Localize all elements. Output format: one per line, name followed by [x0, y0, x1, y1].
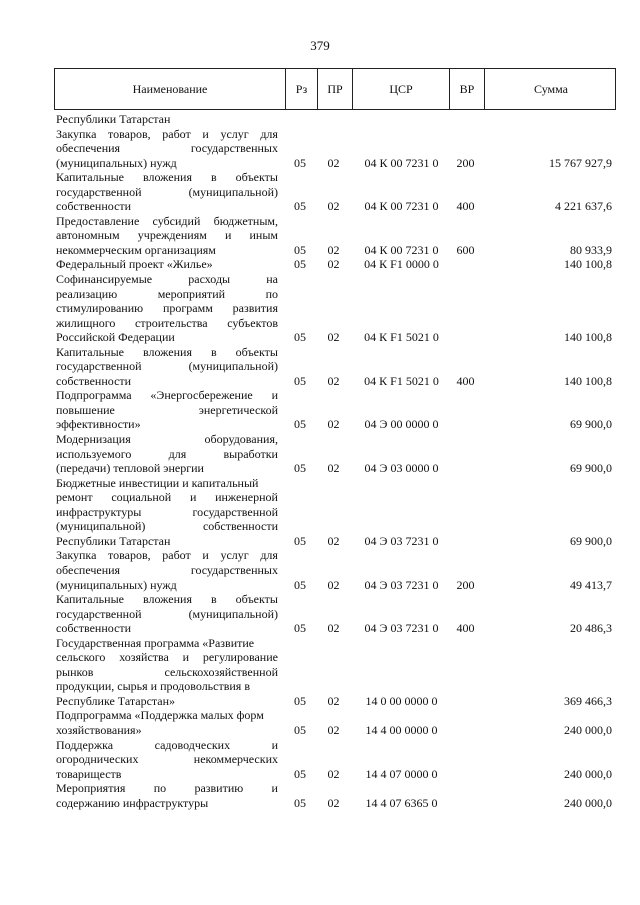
row-sum: 140 100,8	[564, 373, 612, 388]
row-name-word: огороднических	[56, 752, 139, 767]
row-name-word: Капитальные	[56, 344, 124, 359]
row-name-word: Капитальные	[56, 170, 124, 185]
row-rz: 05	[294, 155, 306, 170]
row-sum: 69 900,0	[570, 417, 612, 432]
row-name-word: социальной	[111, 490, 172, 505]
row-name-word: собственности	[202, 519, 278, 534]
row-name-line	[56, 636, 278, 651]
row-name-word: вложения	[142, 170, 192, 185]
row-name-word: (муниципальной)	[56, 519, 146, 534]
row-pr: 02	[327, 722, 340, 737]
row-csr: 04 Э 03 7231 0	[364, 577, 439, 592]
row-rz: 05	[294, 766, 306, 781]
row-name-line	[56, 199, 278, 214]
row-name-line	[56, 228, 278, 243]
row-name-word: программ	[162, 301, 213, 316]
row-name-line	[56, 694, 278, 709]
row-rz: 05	[294, 795, 306, 810]
row-pr: 02	[327, 621, 340, 636]
row-name-word: Поддержка	[56, 737, 114, 752]
header-name: Наименование	[132, 81, 208, 96]
table-row	[54, 548, 616, 592]
row-name-word: инфраструктуры	[56, 504, 142, 519]
row-name-word: для	[168, 446, 187, 461]
row-rz: 05	[294, 257, 306, 272]
row-name-word: собственности	[56, 199, 132, 214]
row-name-word: реализацию	[56, 286, 118, 301]
row-name-word: обеспечения	[56, 141, 121, 156]
row-name-word: Мероприятия	[56, 781, 126, 796]
row-name-line	[56, 534, 278, 549]
row-name-word: (муниципальных) нужд	[56, 155, 177, 170]
row-name-word: государственной	[56, 359, 142, 374]
row-name-line	[56, 738, 278, 753]
row-name-word: для	[260, 548, 278, 563]
row-name-word: государственных	[190, 141, 278, 156]
row-csr: 04 Э 00 0000 0	[364, 417, 439, 432]
row-rz: 05	[294, 577, 306, 592]
row-sum: 49 413,7	[570, 577, 612, 592]
row-name-line	[56, 287, 278, 302]
row-vr: 200	[456, 155, 475, 170]
row-name-word: работ	[162, 126, 191, 141]
row-rz: 05	[294, 330, 306, 345]
row-name-word: учреждениям	[137, 228, 207, 243]
row-name-word: Закупка	[56, 548, 97, 563]
page-number: 379	[310, 38, 330, 53]
row-csr: 04 Э 03 7231 0	[364, 533, 439, 548]
row-name-word: собственности	[56, 621, 132, 636]
row-name-word: хозяйствования»	[56, 722, 142, 737]
row-csr: 04 К 00 7231 0	[364, 242, 439, 257]
row-rz: 05	[294, 373, 306, 388]
row-name-line	[56, 156, 278, 171]
row-name-word: товаров,	[108, 126, 151, 141]
row-name-line	[56, 257, 278, 272]
row-sum: 20 486,3	[570, 621, 612, 636]
row-sum: 240 000,0	[564, 795, 612, 810]
row-name-line	[56, 141, 278, 156]
row-rz: 05	[294, 621, 306, 636]
row-pr: 02	[327, 373, 340, 388]
row-name-word: по	[153, 781, 167, 796]
row-name-word: Софинансируемые	[56, 272, 153, 287]
row-name	[54, 432, 284, 476]
row-name-line	[56, 650, 278, 665]
row-name-word: на	[266, 272, 278, 287]
row-name-line	[56, 374, 278, 389]
row-name-word: вложения	[142, 592, 192, 607]
table-row	[54, 432, 616, 476]
row-pr: 02	[327, 417, 340, 432]
row-sum: 140 100,8	[564, 257, 612, 272]
row-csr: 04 К F1 0000 0	[364, 257, 439, 272]
row-csr: 04 К F1 5021 0	[364, 330, 439, 345]
row-name-line	[56, 621, 278, 636]
row-name-line	[56, 243, 278, 258]
row-sum: 369 466,3	[564, 693, 612, 708]
row-name-word: выработки	[223, 446, 278, 461]
table-row	[54, 345, 616, 389]
row-name-line	[56, 607, 278, 622]
row-name-line	[56, 461, 278, 476]
row-name-line	[56, 796, 278, 811]
row-name	[54, 257, 284, 272]
row-vr: 200	[456, 577, 475, 592]
row-name-line	[56, 476, 278, 491]
row-name-word: Государственная программа «Развитие	[56, 635, 255, 650]
row-name-line	[56, 272, 278, 287]
row-sum: 69 900,0	[570, 533, 612, 548]
row-name-line	[56, 548, 278, 563]
table-row	[54, 257, 616, 272]
row-csr: 04 К F1 5021 0	[364, 373, 439, 388]
table-row	[54, 112, 616, 127]
row-name	[54, 592, 284, 636]
row-name	[54, 738, 284, 782]
row-name-word: услуг	[220, 126, 249, 141]
row-name-word: бюджетным,	[213, 213, 278, 228]
row-name-word: инженерной	[215, 490, 278, 505]
row-name-word: содержанию	[56, 795, 120, 810]
row-csr: 04 К 00 7231 0	[364, 199, 439, 214]
row-name-word: строительства	[135, 315, 208, 330]
row-rz: 05	[294, 461, 306, 476]
row-name-line	[56, 490, 278, 505]
row-name	[54, 112, 284, 127]
row-name-word: Республики Татарстан	[56, 112, 171, 126]
row-name-word: Капитальные	[56, 592, 124, 607]
row-name-word: (муниципальной)	[188, 184, 278, 199]
row-vr: 400	[456, 373, 475, 388]
row-name-word: и	[202, 126, 209, 141]
row-name-word: и	[189, 490, 197, 505]
row-name	[54, 345, 284, 389]
row-name-word: некоммерческим организациям	[56, 242, 216, 257]
row-sum: 4 221 637,6	[555, 199, 612, 214]
row-csr: 14 4 07 0000 0	[365, 766, 438, 781]
row-name-word: субсидий	[152, 213, 201, 228]
row-name-line	[56, 330, 278, 345]
table-row	[54, 738, 616, 782]
row-name-word: энергетической	[198, 402, 278, 417]
row-pr: 02	[327, 577, 340, 592]
row-vr: 400	[456, 621, 475, 636]
row-pr: 02	[327, 330, 340, 345]
row-name	[54, 548, 284, 592]
row-name-line	[56, 127, 278, 142]
row-name-line	[56, 723, 278, 738]
row-name-word: работ	[162, 548, 191, 563]
row-pr: 02	[327, 155, 340, 170]
row-name-word: обеспечения	[56, 562, 121, 577]
row-name-word: сельского	[56, 650, 106, 665]
row-name-line	[56, 592, 278, 607]
table-header	[54, 68, 616, 110]
row-name-word: государственной	[192, 504, 278, 519]
row-name-word: регулирование	[202, 650, 278, 665]
row-name-word: «Энергосбережение	[150, 388, 253, 403]
row-name	[54, 214, 284, 258]
header-vr: ВР	[449, 69, 484, 109]
row-name-word: инфраструктуры	[122, 795, 209, 810]
row-name	[54, 636, 284, 709]
row-name-line	[56, 185, 278, 200]
row-name-line	[56, 388, 278, 403]
row-name-word: Подпрограмма	[56, 388, 132, 403]
row-sum: 69 900,0	[570, 461, 612, 476]
row-rz: 05	[294, 417, 306, 432]
row-name-word: жилищного	[56, 315, 116, 330]
row-name-word: в	[210, 170, 217, 185]
table-row	[54, 708, 616, 737]
row-name-word: Модернизация	[56, 432, 131, 447]
row-name-word: Бюджетные инвестиции и капитальный	[56, 475, 259, 490]
row-name-word: по	[265, 286, 278, 301]
row-name-line	[56, 214, 278, 229]
row-name-line	[56, 665, 278, 680]
table-body	[54, 110, 616, 810]
row-name	[54, 781, 284, 810]
table-row	[54, 272, 616, 345]
row-name-word: (муниципальной)	[188, 606, 278, 621]
table-row	[54, 127, 616, 171]
row-name-word: рынков	[56, 664, 94, 679]
table-row	[54, 170, 616, 214]
row-name-line	[56, 112, 278, 127]
header-pr: ПР	[317, 69, 352, 109]
row-name-word: оборудования,	[204, 432, 278, 447]
row-name-word: автономным	[56, 228, 120, 243]
row-name-word: Российской Федерации	[56, 330, 175, 345]
row-name-line	[56, 679, 278, 694]
row-name-word: повышение	[56, 402, 115, 417]
row-pr: 02	[327, 242, 340, 257]
row-name-word: объекты	[235, 170, 278, 185]
row-name-word: иным	[249, 228, 278, 243]
row-name-word: Закупка	[56, 126, 97, 141]
row-rz: 05	[294, 722, 306, 737]
row-rz: 05	[294, 242, 306, 257]
row-name-word: (муниципальной)	[188, 359, 278, 374]
row-name	[54, 708, 284, 737]
row-name-line	[56, 403, 278, 418]
row-name-word: и	[271, 781, 278, 796]
row-name-word: (муниципальных) нужд	[56, 577, 177, 592]
row-name-line	[56, 781, 278, 796]
row-name	[54, 476, 284, 549]
row-name-word: услуг	[220, 548, 249, 563]
row-name-word: Республике Татарстан»	[56, 693, 176, 708]
row-name-word: и	[202, 548, 209, 563]
row-rz: 05	[294, 199, 306, 214]
table-row	[54, 592, 616, 636]
row-name-word: государственной	[56, 606, 142, 621]
row-pr: 02	[327, 766, 340, 781]
table-row	[54, 476, 616, 549]
row-name-word: расходы	[188, 272, 231, 287]
row-name-word: субъектов	[227, 315, 278, 330]
row-csr: 14 0 00 0000 0	[365, 693, 438, 708]
row-sum: 240 000,0	[564, 722, 612, 737]
row-name-word: товаров,	[108, 548, 151, 563]
row-name-line	[56, 767, 278, 782]
row-name-word: мероприятий	[157, 286, 226, 301]
row-name-line	[56, 417, 278, 432]
row-pr: 02	[327, 795, 340, 810]
row-name-line	[56, 578, 278, 593]
table-row	[54, 214, 616, 258]
row-pr: 02	[327, 461, 340, 476]
row-name-word: используемого	[56, 446, 132, 461]
row-name-word: ремонт	[56, 490, 93, 505]
row-name	[54, 388, 284, 432]
budget-table	[54, 68, 616, 810]
row-name-line	[56, 170, 278, 185]
row-name-line	[56, 519, 278, 534]
row-csr: 04 Э 03 7231 0	[364, 621, 439, 636]
row-name-word: развитию	[194, 781, 244, 796]
row-rz: 05	[294, 693, 306, 708]
row-name-word: объекты	[235, 592, 278, 607]
row-name-word: вложения	[142, 344, 192, 359]
row-name-word: и	[271, 388, 278, 403]
row-name-word: хозяйства	[119, 650, 169, 665]
row-name-word: Предоставление	[56, 213, 140, 228]
row-sum: 240 000,0	[564, 766, 612, 781]
row-name-word: (передачи) тепловой энергии	[56, 461, 204, 476]
row-name-word: Подпрограмма «Поддержка малых форм	[56, 708, 264, 723]
row-name	[54, 272, 284, 345]
row-name-word: Федеральный проект «Жилье»	[56, 257, 213, 272]
header-rz: Рз	[285, 69, 317, 109]
row-csr: 04 Э 03 0000 0	[364, 461, 439, 476]
row-name-line	[56, 359, 278, 374]
row-name-line	[56, 708, 278, 723]
row-vr: 600	[456, 242, 475, 257]
row-name	[54, 127, 284, 171]
row-pr: 02	[327, 693, 340, 708]
row-name-word: собственности	[56, 373, 132, 388]
row-name-word: Республики Татарстан	[56, 533, 171, 548]
row-name-line	[56, 432, 278, 447]
row-name-word: эффективности»	[56, 417, 141, 432]
row-name-word: и	[224, 228, 232, 243]
row-name-word: продукции, сырья и продовольствия в	[56, 679, 250, 694]
row-name-line	[56, 505, 278, 520]
row-sum: 140 100,8	[564, 330, 612, 345]
header-sum: Сумма	[484, 69, 617, 109]
row-pr: 02	[327, 199, 340, 214]
row-name-line	[56, 752, 278, 767]
row-sum: 80 933,9	[570, 242, 612, 257]
row-csr: 14 4 00 0000 0	[365, 722, 438, 737]
row-name-word: товариществ	[56, 766, 122, 781]
row-name-line	[56, 301, 278, 316]
table-row	[54, 388, 616, 432]
row-name-word: сельскохозяйственной	[164, 664, 278, 679]
row-name-line	[56, 563, 278, 578]
row-name-word: некоммерческих	[193, 752, 278, 767]
row-name-word: и	[182, 650, 190, 665]
row-name-word: в	[210, 592, 217, 607]
table-row	[54, 781, 616, 810]
row-pr: 02	[327, 257, 340, 272]
row-name	[54, 170, 284, 214]
row-name-word: развития	[232, 301, 278, 316]
row-name-line	[56, 316, 278, 331]
row-csr: 04 К 00 7231 0	[364, 155, 439, 170]
row-name-line	[56, 447, 278, 462]
row-csr: 14 4 07 6365 0	[365, 795, 438, 810]
row-name-word: для	[260, 126, 278, 141]
table-row	[54, 636, 616, 709]
row-name-word: объекты	[235, 344, 278, 359]
row-name-line	[56, 345, 278, 360]
row-pr: 02	[327, 533, 340, 548]
row-rz: 05	[294, 533, 306, 548]
row-sum: 15 767 927,9	[549, 155, 612, 170]
row-name-word: в	[210, 344, 217, 359]
header-csr: ЦСР	[352, 69, 449, 109]
row-name-word: стимулированию	[56, 301, 144, 316]
row-name-word: садоводческих	[154, 737, 231, 752]
row-name-word: государственных	[190, 562, 278, 577]
row-vr: 400	[456, 199, 475, 214]
row-name-word: и	[271, 737, 278, 752]
row-name-word: государственной	[56, 184, 142, 199]
